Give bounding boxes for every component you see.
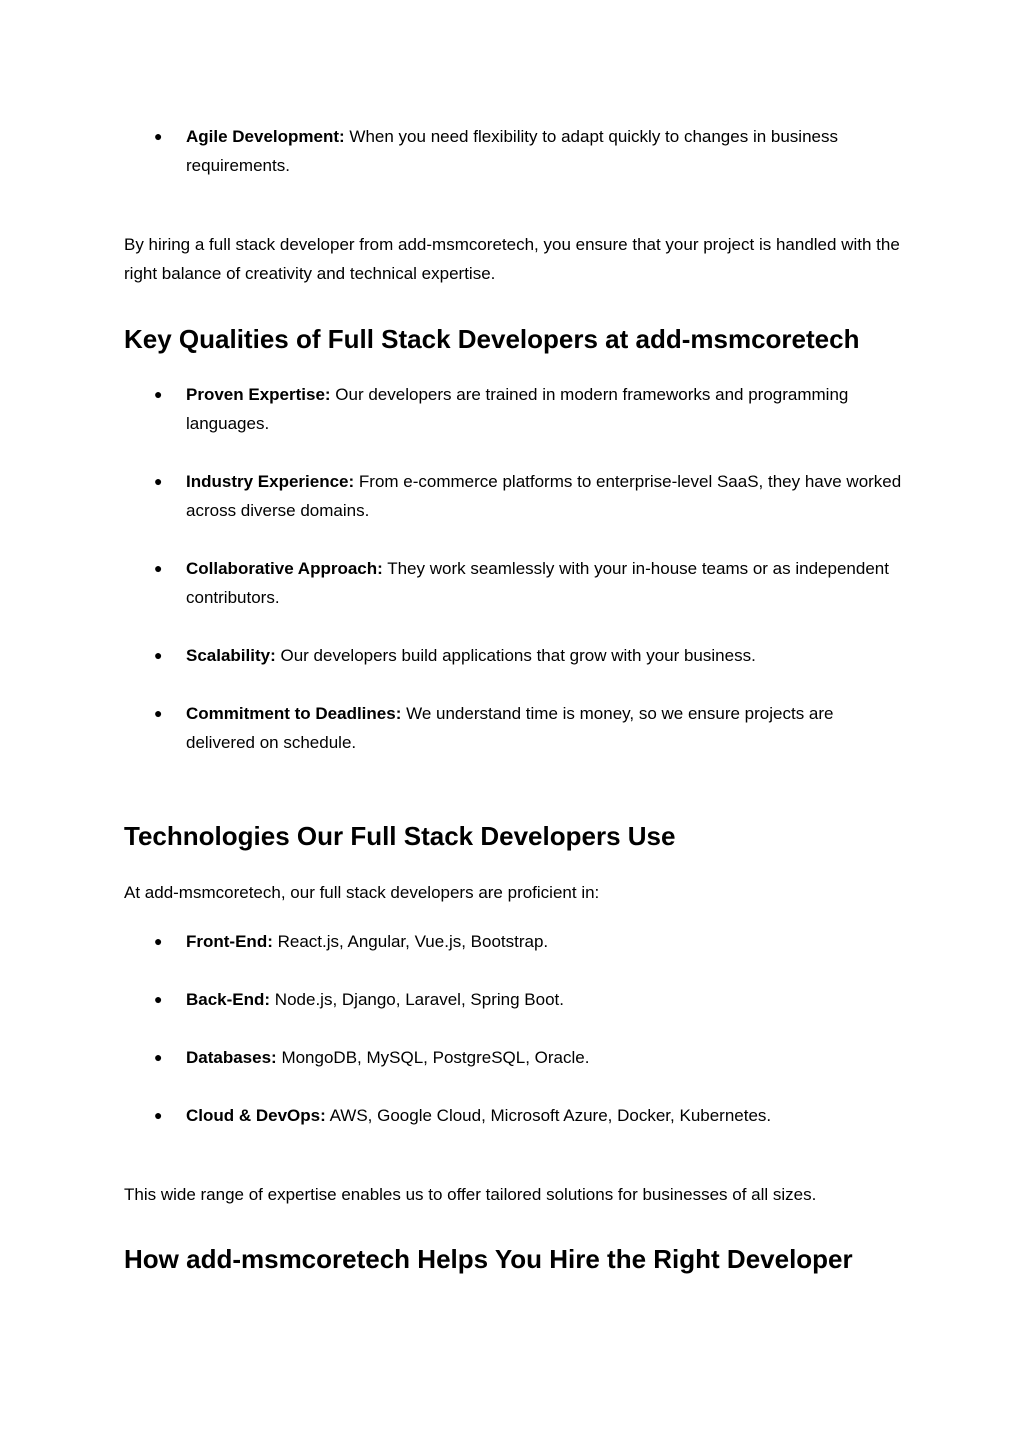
- list-item: ● Proven Expertise: Our developers are trained in modern frameworks and programming languages.: [186, 380, 906, 438]
- list-item: ● Cloud & DevOps: AWS, Google Cloud, Microsoft Azure, Docker, Kubernetes.: [186, 1101, 906, 1130]
- section-heading: Technologies Our Full Stack Developers Use: [124, 821, 676, 851]
- list-item: ● Industry Experience: From e-commerce platforms to enterprise-level SaaS, they have worked across diverse domains.: [186, 467, 906, 525]
- section-heading: Key Qualities of Full Stack Developers at add-msmcoretech: [124, 324, 860, 354]
- section-heading: How add-msmcoretech Helps You Hire the Right Developer: [124, 1244, 853, 1274]
- list-item: ● Commitment to Deadlines: We understand time is money, so we ensure projects are delivered on schedule.: [186, 699, 906, 757]
- list-item: ● Front-End: React.js, Angular, Vue.js, Bootstrap.: [186, 927, 906, 956]
- list-item: ● Scalability: Our developers build applications that grow with your business.: [186, 641, 906, 670]
- paragraph: At add-msmcoretech, our full stack developers are proficient in:: [124, 883, 600, 902]
- list-item: ● Back-End: Node.js, Django, Laravel, Spring Boot.: [186, 985, 906, 1014]
- paragraph: By hiring a full stack developer from add-msmcoretech, you ensure that your project is handled with the right balance of creativity and technical expertise.: [124, 235, 900, 283]
- paragraph: This wide range of expertise enables us to offer tailored solutions for businesses of all sizes.: [124, 1185, 817, 1204]
- list-item: ● Collaborative Approach: They work seamlessly with your in-house teams or as independent contributors.: [186, 554, 906, 612]
- list-item: ● Agile Development: When you need flexibility to adapt quickly to changes in business requirements.: [186, 122, 906, 180]
- list-item: ● Databases: MongoDB, MySQL, PostgreSQL, Oracle.: [186, 1043, 906, 1072]
